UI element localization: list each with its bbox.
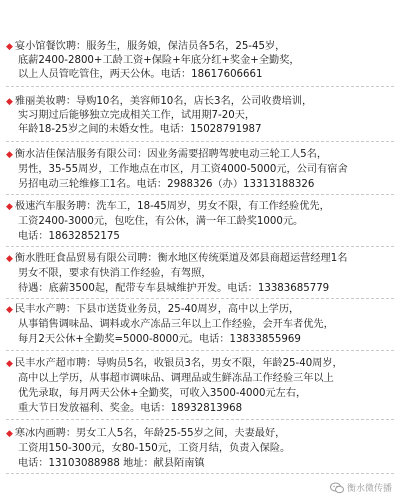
diamond-bullet-icon: ◆: [6, 305, 13, 315]
job-entry-text: 宴小馆餐饮聘：服务生，服务娘，保洁员各5名，25-45岁，: [14, 41, 286, 52]
job-entry: [6, 148, 394, 195]
job-entry-text: 工资2400-3000元，包吃住，有公休，满一年工龄奖1000元。: [18, 216, 304, 227]
job-entry-line: [18, 178, 314, 191]
job-entry-headline: [6, 252, 347, 265]
job-entry: [6, 40, 394, 87]
job-entry: [6, 200, 394, 247]
job-entry-text: 底薪2400-2800+工龄工资+保险+年底分红+奖金+全勤奖，: [18, 55, 300, 66]
diamond-bullet-icon: ◆: [6, 359, 13, 369]
job-entry-headline: [6, 200, 330, 213]
job-entry-text: 电话：18632852175: [18, 231, 120, 242]
job-entry-text: 衡水洁佳保洁服务有限公司：因业务需要招聘驾驶电动三轮工人5名，: [14, 149, 328, 160]
job-entry-line: [18, 163, 348, 176]
job-entry-line: [18, 318, 334, 331]
job-entry-line: [18, 372, 334, 385]
job-entry-text: 雅丽美妆聘：导购10名，美容师10名，店长3名，公司收费培训，: [14, 96, 313, 107]
job-entry-headline: [6, 427, 285, 440]
job-entry-text: 从事销售调味品、调料或水产冻品三年以上工作经验，会开车者优先，: [18, 319, 334, 330]
job-entry-text: 寒冰内画聘：男女工人5名，年龄25-55岁之间，夫妻最好，: [14, 428, 286, 439]
job-entry: [6, 95, 394, 142]
job-entry-text: 以上人员管吃管住，两天公休。电话：18617606661: [18, 69, 263, 80]
job-entry-text: 待遇：底薪3500起，配带专车县城维护开发。电话：13383685779: [18, 283, 330, 294]
job-entry-text: 极速汽车服务聘：洗车工，18-45周岁，男女不限，有工作经验优先，: [14, 201, 330, 212]
job-entry-headline: [6, 148, 327, 161]
job-entry-line: [18, 457, 205, 470]
job-entry-text: 高中以上学历，从事超市调味品、调理品或生鲜冻品工作经验三年以上: [18, 373, 334, 384]
job-entry-line: [18, 442, 290, 455]
job-entry-line: [18, 230, 120, 243]
job-entry-text: 另招电动三轮维修工1名。电话：2988326（办）13313188326: [18, 179, 315, 190]
job-entry-line: [18, 54, 300, 67]
diamond-bullet-icon: ◆: [6, 429, 13, 439]
diamond-bullet-icon: ◆: [6, 150, 13, 160]
job-entry: [6, 252, 394, 299]
job-entry-text: 衡水胜旺食品贸易有限公司聘：衡水地区传统渠道及郊县商超运营经理1名: [14, 253, 348, 264]
job-entry-text: 实习期过后能够独立完成相关工作，试用期7-20天，: [18, 110, 256, 121]
job-entry-text: 男性，35-55周岁，工作地点在市区，月工资4000-5000元，公司有宿舍: [18, 164, 348, 175]
job-entry-text: 民丰水产超市聘：导购员5名，收银员3名，男女不限，年龄25-40周岁，: [14, 358, 343, 369]
job-entry-line: [18, 68, 262, 81]
job-entry-headline: [6, 303, 299, 316]
job-entry-line: [18, 282, 329, 295]
job-entry-line: [18, 215, 303, 228]
job-entry-text: 民丰水产聘：下县市送货业务员，25-40周岁，高中以上学历，: [14, 304, 300, 315]
job-entry-line: [18, 123, 262, 136]
watermark-text: 衡水微传播: [346, 484, 392, 494]
job-entry-text: 工资用150-300元，女80-150元，工资月结，负责入保险。: [18, 443, 291, 454]
job-entry-headline: [6, 40, 285, 53]
job-entry-text: 男女不限，要求有快消工作经验，有驾照，: [18, 268, 212, 279]
job-entry-text: 年龄18-25岁之间的未婚女性。电话：15028791987: [18, 124, 262, 135]
job-entry: [6, 427, 394, 474]
job-entry-headline: [6, 95, 312, 108]
watermark: [330, 481, 392, 494]
job-entry-line: [18, 387, 306, 400]
job-entry-text: 每月2天公休+全勤奖=5000-8000元。电话：13833855969: [18, 334, 301, 345]
job-entry-line: [18, 109, 255, 122]
diamond-bullet-icon: ◆: [6, 97, 13, 107]
job-entry: [6, 303, 394, 351]
diamond-bullet-icon: ◆: [6, 42, 13, 52]
job-entry: [6, 357, 394, 420]
diamond-bullet-icon: ◆: [6, 254, 13, 264]
job-entry-line: [18, 333, 301, 346]
job-entry-text: 重大节日发放福利、奖金。电话：18932813968: [18, 403, 243, 414]
job-entry-headline: [6, 357, 343, 370]
job-entry-line: [18, 267, 212, 280]
diamond-bullet-icon: ◆: [6, 202, 13, 212]
wechat-icon: [330, 482, 344, 494]
job-entry-line: [18, 402, 242, 415]
job-entry-text: 优先录取，每月两天公休+全勤奖，可收入3500-4000元左右，: [18, 388, 307, 399]
job-entry-text: 电话：13103088988 地址：献县陌南镇: [18, 458, 205, 469]
